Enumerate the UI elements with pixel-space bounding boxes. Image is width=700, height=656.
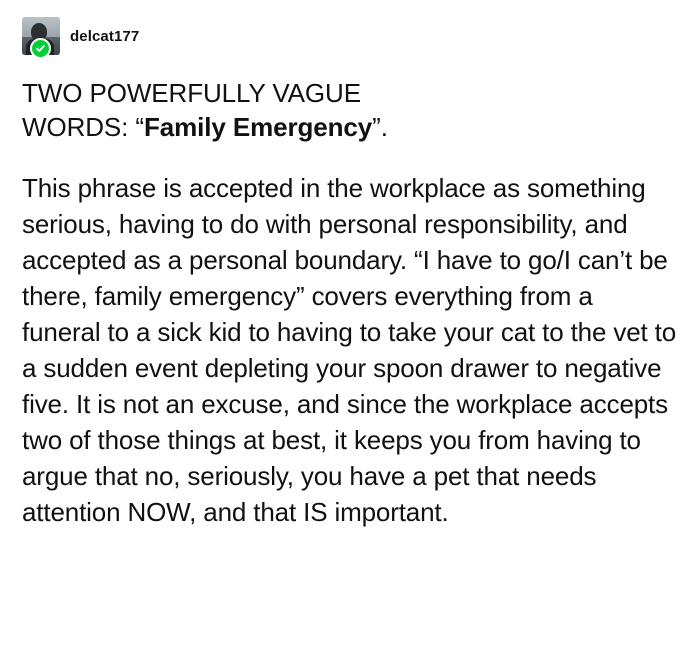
headline-line-2-suffix: ”. <box>372 112 388 143</box>
post-paragraph: This phrase is accepted in the workplace as something serious, having to do with personal responsibility, and accepted as a personal boundary. “I have to go/I can’t be there, family emergency” covers everything from a funeral to a sick kid to having to take your cat to the vet to a sudden event depleting your spoon drawer to negative five. It is not an excuse, and since the workplace accepts two of those things at best, it keeps you from having to argue that no, seriously, you have a pet that needs attention NOW, and that IS important. <box>22 173 677 528</box>
post-body <box>22 58 678 530</box>
headline-line-1: TWO POWERFULLY VAGUE <box>22 78 361 108</box>
avatar[interactable] <box>22 17 60 55</box>
headline-line-2-prefix: WORDS: “ <box>22 112 144 143</box>
post-author-username[interactable]: delcat177 <box>70 27 140 45</box>
post-header <box>22 14 678 58</box>
online-check-badge-icon <box>30 38 51 59</box>
headline-emphasis: Family Emergency <box>143 112 373 143</box>
post-headline <box>22 76 678 144</box>
